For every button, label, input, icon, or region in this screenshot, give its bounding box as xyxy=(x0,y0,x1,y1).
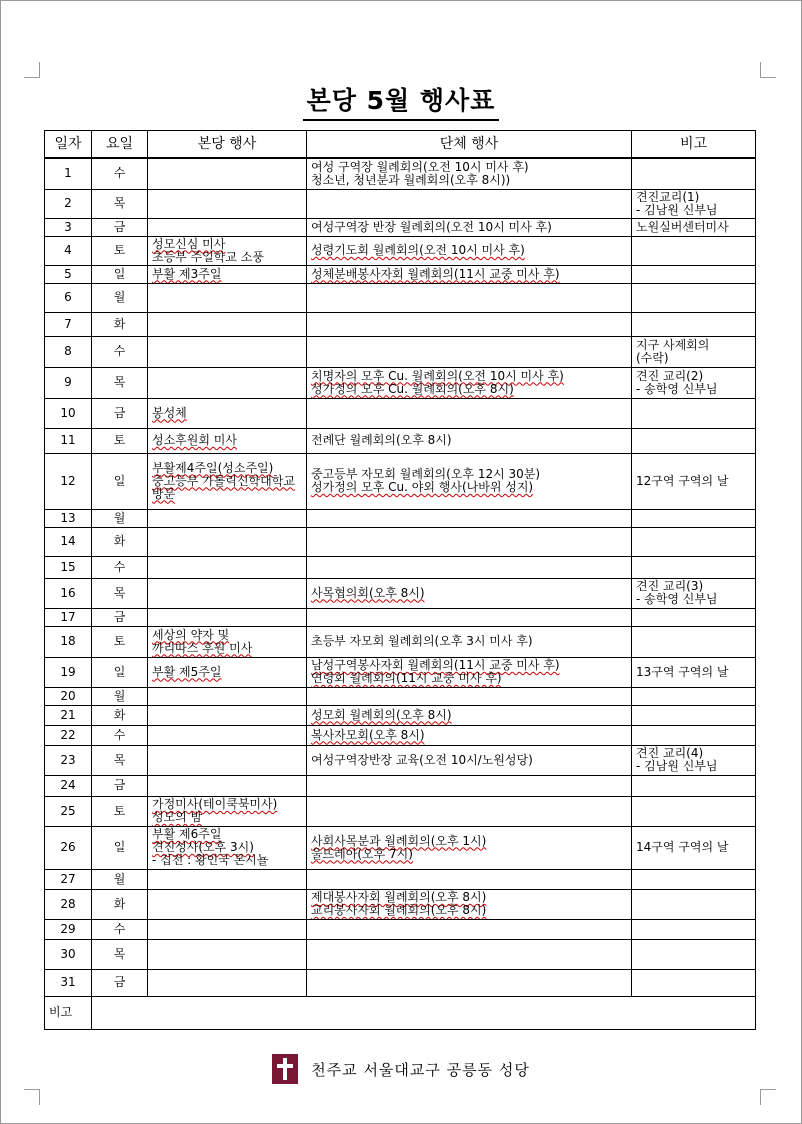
group-event-cell xyxy=(307,796,632,826)
group-event-cell xyxy=(307,889,632,919)
date-cell: 13 xyxy=(45,509,92,527)
parish-event-cell xyxy=(148,453,307,509)
group-event-line: 복사자모회(오후 8시) xyxy=(311,727,425,742)
group-event-line: 초등부 자모회 월례회의(오후 3시 미사 후) xyxy=(311,634,533,648)
day-cell: 목 xyxy=(92,367,148,398)
header-date: 일자 xyxy=(45,131,92,159)
date-cell: 31 xyxy=(45,969,92,996)
table-row xyxy=(45,969,756,996)
note-cell xyxy=(632,657,756,687)
parish-event-cell xyxy=(148,705,307,725)
group-event-cell xyxy=(307,189,632,218)
parish-event-cell xyxy=(148,796,307,826)
group-event-line: 사목협의회(오후 8시) xyxy=(311,585,425,600)
group-event-cell xyxy=(307,657,632,687)
table-row xyxy=(45,265,756,283)
date-cell: 22 xyxy=(45,725,92,745)
table-row xyxy=(45,725,756,745)
parish-event-cell xyxy=(148,236,307,265)
parish-event-cell xyxy=(148,889,307,919)
date-cell: 3 xyxy=(45,218,92,236)
group-event-line: 여성 구역장 월례회의(오전 10시 미사 후) xyxy=(311,159,529,174)
parish-event-line: 가정미사(테이쿡북미사) xyxy=(152,797,278,811)
schedule-table xyxy=(44,130,756,1030)
table-row xyxy=(45,826,756,869)
day-cell: 화 xyxy=(92,312,148,336)
group-event-cell xyxy=(307,745,632,775)
table-row xyxy=(45,428,756,453)
group-event-line: 전례단 월례회의(오후 8시) xyxy=(311,433,452,447)
crop-mark xyxy=(24,1089,40,1090)
note-line: 12구역 구역의 날 xyxy=(636,473,729,488)
date-cell: 17 xyxy=(45,608,92,626)
remarks-label: 비고 xyxy=(45,996,92,1029)
table-row xyxy=(45,527,756,556)
group-event-cell xyxy=(307,687,632,705)
parish-event-cell xyxy=(148,687,307,705)
parish-event-cell xyxy=(148,527,307,556)
group-event-cell xyxy=(307,705,632,725)
parish-event-cell xyxy=(148,939,307,969)
group-event-cell xyxy=(307,236,632,265)
note-cell xyxy=(632,725,756,745)
group-event-line: 교리봉사자회 월례회의(오후 8시) xyxy=(311,903,487,917)
table-row xyxy=(45,796,756,826)
note-line: 지구 사제회의 xyxy=(636,337,710,352)
date-cell: 24 xyxy=(45,775,92,796)
date-cell: 15 xyxy=(45,556,92,578)
note-cell xyxy=(632,608,756,626)
date-cell: 16 xyxy=(45,578,92,608)
table-row xyxy=(45,158,756,189)
church-logo-icon xyxy=(272,1054,298,1084)
table-row xyxy=(45,509,756,527)
day-cell: 금 xyxy=(92,969,148,996)
note-cell xyxy=(632,218,756,236)
date-cell: 8 xyxy=(45,336,92,367)
note-cell xyxy=(632,556,756,578)
parish-event-cell xyxy=(148,367,307,398)
date-cell: 14 xyxy=(45,527,92,556)
note-cell xyxy=(632,398,756,428)
group-event-cell xyxy=(307,312,632,336)
note-line: 견진 교리(3) xyxy=(636,579,704,593)
crop-mark xyxy=(760,77,776,78)
group-event-line: 성가정의 모후 Cu. 야외 행사(나바위 성지) xyxy=(311,480,534,494)
day-cell: 토 xyxy=(92,428,148,453)
group-event-line: 중고등부 자모회 월례회의(오후 12시 30분) xyxy=(311,467,541,481)
date-cell: 9 xyxy=(45,367,92,398)
parish-event-cell xyxy=(148,265,307,283)
parish-event-line: 성소후원회 미사 xyxy=(152,433,237,447)
note-cell xyxy=(632,745,756,775)
header-note: 비고 xyxy=(632,131,756,159)
note-cell xyxy=(632,969,756,996)
day-cell: 월 xyxy=(92,509,148,527)
table-row xyxy=(45,745,756,775)
date-cell: 19 xyxy=(45,657,92,687)
note-line: (수락) xyxy=(636,350,669,365)
table-row xyxy=(45,626,756,657)
group-event-line: 사회사목분과 월례회의(오후 1시) xyxy=(311,833,487,848)
remarks-value xyxy=(92,996,756,1029)
day-cell: 일 xyxy=(92,657,148,687)
parish-event-cell xyxy=(148,189,307,218)
day-cell: 금 xyxy=(92,775,148,796)
header-group-events: 단체 행사 xyxy=(307,131,632,159)
table-row xyxy=(45,939,756,969)
parish-event-cell xyxy=(148,312,307,336)
day-cell: 화 xyxy=(92,705,148,725)
table-row xyxy=(45,367,756,398)
group-event-cell xyxy=(307,939,632,969)
day-cell: 목 xyxy=(92,939,148,969)
group-event-cell xyxy=(307,578,632,608)
group-event-cell xyxy=(307,283,632,312)
date-cell: 30 xyxy=(45,939,92,969)
day-cell: 일 xyxy=(92,453,148,509)
group-event-cell xyxy=(307,527,632,556)
date-cell: 21 xyxy=(45,705,92,725)
group-event-line: 청소년, 청년분과 월례회의(오후 8시)) xyxy=(311,172,511,187)
note-cell xyxy=(632,939,756,969)
group-event-cell xyxy=(307,869,632,889)
table-row xyxy=(45,218,756,236)
note-cell xyxy=(632,428,756,453)
table-row xyxy=(45,705,756,725)
day-cell: 목 xyxy=(92,745,148,775)
note-line: 견진 교리(2) xyxy=(636,368,704,383)
parish-event-cell xyxy=(148,608,307,626)
parish-event-cell xyxy=(148,283,307,312)
date-cell: 7 xyxy=(45,312,92,336)
parish-event-line: 중고등부 가톨릭신학대학교 방문 xyxy=(152,473,295,501)
crop-mark xyxy=(760,62,761,78)
group-event-cell xyxy=(307,453,632,509)
document-title: 본당 5월 행사표 xyxy=(303,86,500,121)
note-line: 14구역 구역의 날 xyxy=(636,840,729,854)
table-row xyxy=(45,919,756,939)
note-cell xyxy=(632,265,756,283)
date-cell: 2 xyxy=(45,189,92,218)
table-row xyxy=(45,775,756,796)
group-event-cell xyxy=(307,919,632,939)
date-cell: 11 xyxy=(45,428,92,453)
date-cell: 4 xyxy=(45,236,92,265)
parish-event-cell xyxy=(148,775,307,796)
day-cell: 수 xyxy=(92,556,148,578)
table-row xyxy=(45,657,756,687)
group-event-cell xyxy=(307,725,632,745)
table-row xyxy=(45,283,756,312)
note-cell xyxy=(632,796,756,826)
table-row xyxy=(45,889,756,919)
note-cell xyxy=(632,312,756,336)
parish-event-line: 봉성체 xyxy=(152,405,187,420)
day-cell: 금 xyxy=(92,218,148,236)
note-cell xyxy=(632,509,756,527)
date-cell: 23 xyxy=(45,745,92,775)
footer xyxy=(0,1054,802,1084)
crop-mark xyxy=(39,62,40,78)
table-row xyxy=(45,687,756,705)
date-cell: 1 xyxy=(45,158,92,189)
day-cell: 토 xyxy=(92,236,148,265)
table-row xyxy=(45,578,756,608)
parish-event-cell xyxy=(148,725,307,745)
note-cell xyxy=(632,453,756,509)
day-cell: 금 xyxy=(92,398,148,428)
group-event-cell xyxy=(307,158,632,189)
group-event-cell xyxy=(307,775,632,796)
parish-event-line: - 집전 : 황인국 몬시뇰 xyxy=(152,853,269,867)
header-day: 요일 xyxy=(92,131,148,159)
parish-event-line: 성모의 밤 xyxy=(152,810,203,824)
table-row xyxy=(45,869,756,889)
date-cell: 25 xyxy=(45,796,92,826)
group-event-line: 여성구역장반장 교육(오전 10시/노원성당) xyxy=(311,752,533,767)
group-event-cell xyxy=(307,367,632,398)
day-cell: 수 xyxy=(92,336,148,367)
table-row xyxy=(45,189,756,218)
note-line: - 김남원 신부님 xyxy=(636,202,718,217)
group-event-line: 제대봉사자회 월례회의(오후 8시) xyxy=(311,890,487,904)
day-cell: 화 xyxy=(92,527,148,556)
group-event-cell xyxy=(307,608,632,626)
note-cell xyxy=(632,367,756,398)
parish-event-line: 세상의 약자 및 xyxy=(152,627,230,642)
group-event-line: 남성구역봉사자회 월례회의(11시 교중 미사 후) xyxy=(311,658,560,672)
parish-event-cell xyxy=(148,158,307,189)
day-cell: 목 xyxy=(92,578,148,608)
day-cell: 일 xyxy=(92,826,148,869)
table-row xyxy=(45,336,756,367)
parish-event-cell xyxy=(148,919,307,939)
date-cell: 10 xyxy=(45,398,92,428)
crop-mark xyxy=(24,77,40,78)
parish-event-cell xyxy=(148,969,307,996)
parish-event-line: 성모신심 미사 xyxy=(152,236,226,251)
note-cell xyxy=(632,336,756,367)
date-cell: 28 xyxy=(45,889,92,919)
parish-event-cell xyxy=(148,745,307,775)
note-cell xyxy=(632,626,756,657)
parish-event-line: 부활 제6주일 xyxy=(152,827,222,841)
header-parish-events: 본당 행사 xyxy=(148,131,307,159)
note-cell xyxy=(632,687,756,705)
parish-event-cell xyxy=(148,657,307,687)
date-cell: 29 xyxy=(45,919,92,939)
table-row xyxy=(45,398,756,428)
note-cell xyxy=(632,826,756,869)
parish-event-cell xyxy=(148,869,307,889)
note-cell xyxy=(632,705,756,725)
note-cell xyxy=(632,869,756,889)
note-cell xyxy=(632,527,756,556)
note-cell xyxy=(632,919,756,939)
day-cell: 월 xyxy=(92,283,148,312)
date-cell: 26 xyxy=(45,826,92,869)
note-line: 노원실버센터미사 xyxy=(636,219,729,234)
day-cell: 수 xyxy=(92,725,148,745)
day-cell: 수 xyxy=(92,919,148,939)
group-event-cell xyxy=(307,626,632,657)
note-line: - 송학영 신부님 xyxy=(636,592,718,606)
note-cell xyxy=(632,236,756,265)
day-cell: 수 xyxy=(92,158,148,189)
group-event-cell xyxy=(307,218,632,236)
group-event-cell xyxy=(307,336,632,367)
date-cell: 20 xyxy=(45,687,92,705)
document-title-wrap xyxy=(0,86,802,121)
note-line: 견진 교리(4) xyxy=(636,746,704,760)
day-cell: 화 xyxy=(92,889,148,919)
day-cell: 일 xyxy=(92,265,148,283)
group-event-line: 치명자의 모후 Cu. 월례회의(오전 10시 미사 후) xyxy=(311,368,564,383)
day-cell: 토 xyxy=(92,796,148,826)
note-cell xyxy=(632,189,756,218)
parish-event-cell xyxy=(148,826,307,869)
date-cell: 27 xyxy=(45,869,92,889)
parish-event-line: 견진성사(오후 3시) xyxy=(152,840,254,854)
note-cell xyxy=(632,775,756,796)
parish-event-line: 부활 제3주일 xyxy=(152,266,222,281)
remarks-row xyxy=(45,996,756,1029)
date-cell: 5 xyxy=(45,265,92,283)
note-line: 13구역 구역의 날 xyxy=(636,664,729,679)
date-cell: 18 xyxy=(45,626,92,657)
parish-event-line: 까리따스 후원 미사 xyxy=(152,640,253,655)
parish-event-cell xyxy=(148,218,307,236)
table-row xyxy=(45,312,756,336)
day-cell: 금 xyxy=(92,608,148,626)
group-event-line: 성가정의 모후 Cu. 월례회의(오후 8시) xyxy=(311,381,514,396)
parish-event-line: 부활제4주일(성소주일) xyxy=(152,460,274,475)
day-cell: 월 xyxy=(92,869,148,889)
note-line: 견진교리(1) xyxy=(636,189,700,204)
group-event-cell xyxy=(307,509,632,527)
day-cell: 목 xyxy=(92,189,148,218)
note-line: - 송학영 신부님 xyxy=(636,381,718,396)
crop-mark xyxy=(39,1089,40,1105)
group-event-cell xyxy=(307,826,632,869)
parish-event-line: 초등부 주일학교 소풍 xyxy=(152,249,264,264)
parish-event-cell xyxy=(148,626,307,657)
crop-mark xyxy=(760,1089,776,1090)
crop-mark xyxy=(760,1089,761,1105)
group-event-line: 울뜨레아(오후 7시) xyxy=(311,846,413,861)
parish-event-line: 부활 제5주일 xyxy=(152,664,222,679)
group-event-cell xyxy=(307,969,632,996)
group-event-line: 여성구역장 반장 월례회의(오전 10시 미사 후) xyxy=(311,219,552,234)
table-row xyxy=(45,453,756,509)
parish-event-cell xyxy=(148,578,307,608)
group-event-cell xyxy=(307,398,632,428)
parish-event-cell xyxy=(148,509,307,527)
table-row xyxy=(45,236,756,265)
parish-event-cell xyxy=(148,336,307,367)
group-event-cell xyxy=(307,428,632,453)
day-cell: 월 xyxy=(92,687,148,705)
schedule-body xyxy=(45,158,756,996)
parish-event-cell xyxy=(148,428,307,453)
group-event-cell xyxy=(307,556,632,578)
footer-text: 천주교 서울대교구 공릉동 성당 xyxy=(311,1060,530,1079)
group-event-line: 연령회 월례회의(11시 교중 미사 후) xyxy=(311,671,502,685)
table-row xyxy=(45,556,756,578)
group-event-line: 성령기도회 월례회의(오전 10시 미사 후) xyxy=(311,243,525,257)
note-cell xyxy=(632,158,756,189)
group-event-line: 성모회 월례회의(오후 8시) xyxy=(311,707,452,722)
day-cell: 토 xyxy=(92,626,148,657)
date-cell: 12 xyxy=(45,453,92,509)
note-cell xyxy=(632,283,756,312)
date-cell: 6 xyxy=(45,283,92,312)
table-row xyxy=(45,608,756,626)
note-cell xyxy=(632,578,756,608)
group-event-line: 성체분배봉사자회 월례회의(11시 교중 미사 후) xyxy=(311,266,560,281)
group-event-cell xyxy=(307,265,632,283)
parish-event-cell xyxy=(148,556,307,578)
note-line: - 김남원 신부님 xyxy=(636,759,718,773)
note-cell xyxy=(632,889,756,919)
parish-event-cell xyxy=(148,398,307,428)
table-header-row xyxy=(45,131,756,159)
